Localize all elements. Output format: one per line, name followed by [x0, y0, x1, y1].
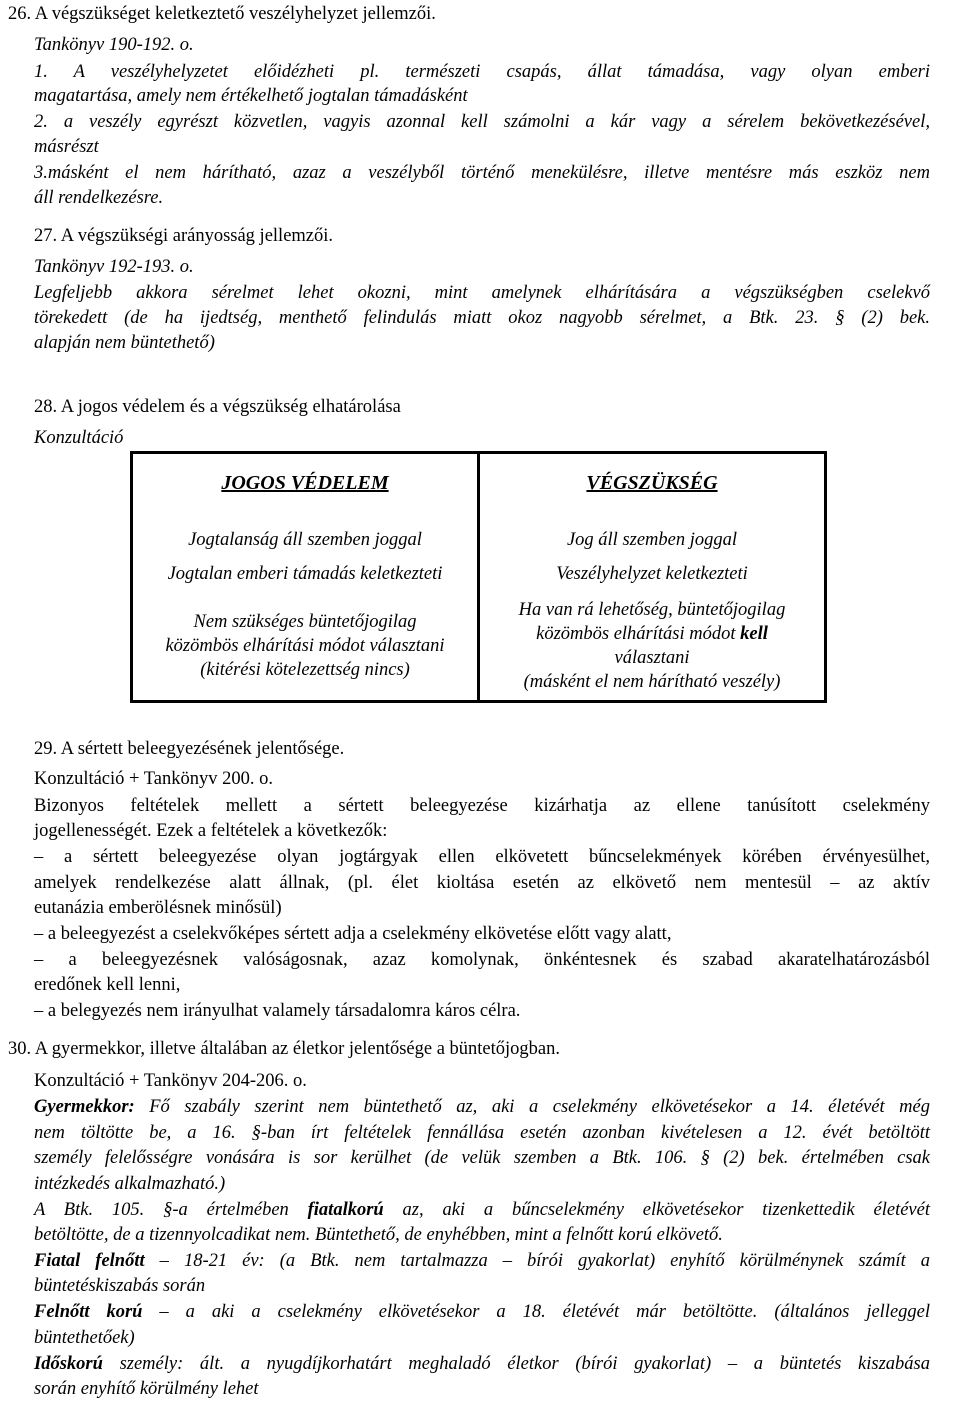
paragraph-line: eutanázia emberölésnek minősül) [34, 898, 282, 918]
paragraph-line: 2. a veszély egyrészt közvetlen, vagyis azonnal kell számolni a kár vagy a sérelem bekövetkezésével, [34, 112, 930, 132]
table-header-necessity: VÉGSZÜKSÉG [479, 453, 826, 513]
emphasis-kell: kell [740, 624, 768, 644]
list-item: – a beleegyezést a cselekvőképes sértett adja a cselekmény elkövetése előtt vagy alatt, [34, 924, 672, 944]
section-27-title: 27. A végszükségi arányosság jellemzői. [34, 226, 334, 246]
line-text: A Btk. 105. §-a értelmében [34, 1200, 308, 1220]
paragraph-line [34, 1300, 930, 1324]
cell-line [484, 622, 820, 646]
paragraph-line: intézkedés alkalmazható.) [34, 1174, 226, 1194]
term-gyermekkor: Gyermekkor: [34, 1097, 135, 1117]
line-text: személy: ált. a nyugdíjkorhatárt meghaladó életkor (bírói gyakorlat) – a büntetés kiszabása [102, 1354, 930, 1374]
list-item: – a beleegyezésnek valóságosnak, azaz komolynak, önkéntesnek és szabad akaratelhatározásból [34, 950, 930, 970]
term-felnott-koru: Felnőtt korú [34, 1302, 143, 1322]
cell-text: közömbös elhárítási módot [536, 624, 741, 644]
section-28-title: 28. A jogos védelem és a végszükség elhatárolása [34, 397, 401, 417]
section-28-reference: Konzultáció [34, 428, 124, 448]
term-idoskoru: Időskorú [34, 1354, 103, 1374]
paragraph-line: Legfeljebb akkora sérelmet lehet okozni, mint amelynek elhárítására a végszükségben cselekvő [34, 283, 930, 303]
paragraph-line: betöltötte, de a tizennyolcadikat nem. Büntethető, de enyhébben, mint a felnőtt korú elkövető. [34, 1225, 723, 1245]
list-item: – a belegyezés nem irányulhat valamely társadalomra káros célra. [34, 1001, 521, 1021]
section-29-reference: Konzultáció + Tankönyv 200. o. [34, 769, 273, 789]
paragraph-line: személy felelősségre vonására is sor kerülhet (de velük szemben a Btk. 106. § (2) bek. értelmében csak [34, 1148, 930, 1168]
paragraph-line: 3.másként el nem hárítható, azaz a veszélyből történő menekülésre, illetve mentésre más eszköz nem [34, 163, 930, 183]
line-text: – a aki a cselekmény elkövetésekor a 18. életévét már betöltötte. (általános jelleggel [142, 1302, 931, 1322]
section-29-title: 29. A sértett beleegyezésének jelentősége. [34, 739, 345, 759]
section-26-title: 26. A végszükséget keletkeztető veszélyhelyzet jellemzői. [8, 4, 436, 24]
section-26-reference: Tankönyv 190-192. o. [34, 35, 194, 55]
cell-line: (másként el nem hárítható veszély) [523, 672, 781, 692]
line-text: – 18-21 év: (a Btk. nem tartalmazza – bírói gyakorlat) enyhítő körülménynek számít a [144, 1251, 930, 1271]
cell-line: választani [614, 648, 690, 668]
paragraph-line [34, 1198, 930, 1222]
list-item: – a sértett beleegyezése olyan jogtárgyak ellen elkövetett bűncselekmények körében érvényesülhet, [34, 847, 930, 867]
section-30-title: 30. A gyermekkor, illetve általában az életkor jelentősége a büntetőjogban. [8, 1039, 561, 1059]
cell-line: Ha van rá lehetőség, büntetőjogilag [518, 600, 786, 620]
paragraph-line [34, 1095, 930, 1119]
paragraph-line: jogellenességét. Ezek a feltételek a következők: [34, 821, 388, 841]
section-27-reference: Tankönyv 192-193. o. [34, 257, 194, 277]
term-fiatal-felnott: Fiatal felnőtt [34, 1251, 145, 1271]
paragraph-line: amelyek rendelkezése alatt állnak, (pl. élet kioltása esetén az elkövető nem mentesül – az aktív [34, 873, 930, 893]
paragraph-line: során enyhítő körülmény lehet [34, 1379, 259, 1399]
paragraph-line: alapján nem büntethető) [34, 333, 215, 353]
paragraph-line: másrészt [34, 137, 99, 157]
table-cell: Jogtalanság áll szemben joggal [132, 512, 479, 556]
paragraph-line: büntetéskiszabás során [34, 1276, 206, 1296]
table-cell [132, 592, 479, 702]
paragraph-line [34, 1352, 930, 1376]
cell-line: Nem szükséges büntetőjogilag [193, 612, 417, 632]
paragraph-line: nem töltötte be, a 16. §-ban írt feltételek fennállása esetén azonban kivételesen a 12. évét betöltött [34, 1123, 930, 1143]
term-fiatalkoru: fiatalkorú [307, 1200, 384, 1220]
table-header-self-defense: JOGOS VÉDELEM [132, 453, 479, 513]
paragraph-line: eredőnek kell lenni, [34, 975, 181, 995]
paragraph-line: Bizonyos feltételek mellett a sértett beleegyezése kizárhatja az ellene tanúsított cselekmény [34, 796, 930, 816]
line-text: Fő szabály szerint nem büntethető az, aki a cselekmény elkövetésekor a 14. életévét még [134, 1097, 930, 1117]
paragraph-line: 1. A veszélyhelyzetet előidézheti pl. természeti csapás, állat támadása, vagy olyan emberi [34, 62, 930, 82]
paragraph-line: magatartása, amely nem értékelhető jogtalan támadásként [34, 86, 468, 106]
cell-line: (kitérési kötelezettség nincs) [200, 660, 410, 680]
table-cell: Jog áll szemben joggal [479, 512, 826, 556]
table-cell [479, 592, 826, 702]
table-cell: Jogtalan emberi támadás keletkezteti [132, 556, 479, 592]
line-text: az, aki a bűncselekmény elkövetésekor tizenkettedik életévét [383, 1200, 930, 1220]
comparison-table [130, 451, 827, 703]
table-cell: Veszélyhelyzet keletkezteti [479, 556, 826, 592]
paragraph-line: áll rendelkezésre. [34, 188, 164, 208]
section-30-reference: Konzultáció + Tankönyv 204-206. o. [34, 1071, 307, 1091]
cell-line: közömbös elhárítási módot választani [165, 636, 445, 656]
paragraph-line: büntethetőek) [34, 1328, 135, 1348]
paragraph-line [34, 1249, 930, 1273]
paragraph-line: törekedett (de ha ijedtség, menthető felindulás miatt okoz nagyobb sérelmet, a Btk. 23. § (2) bek. [34, 308, 930, 328]
